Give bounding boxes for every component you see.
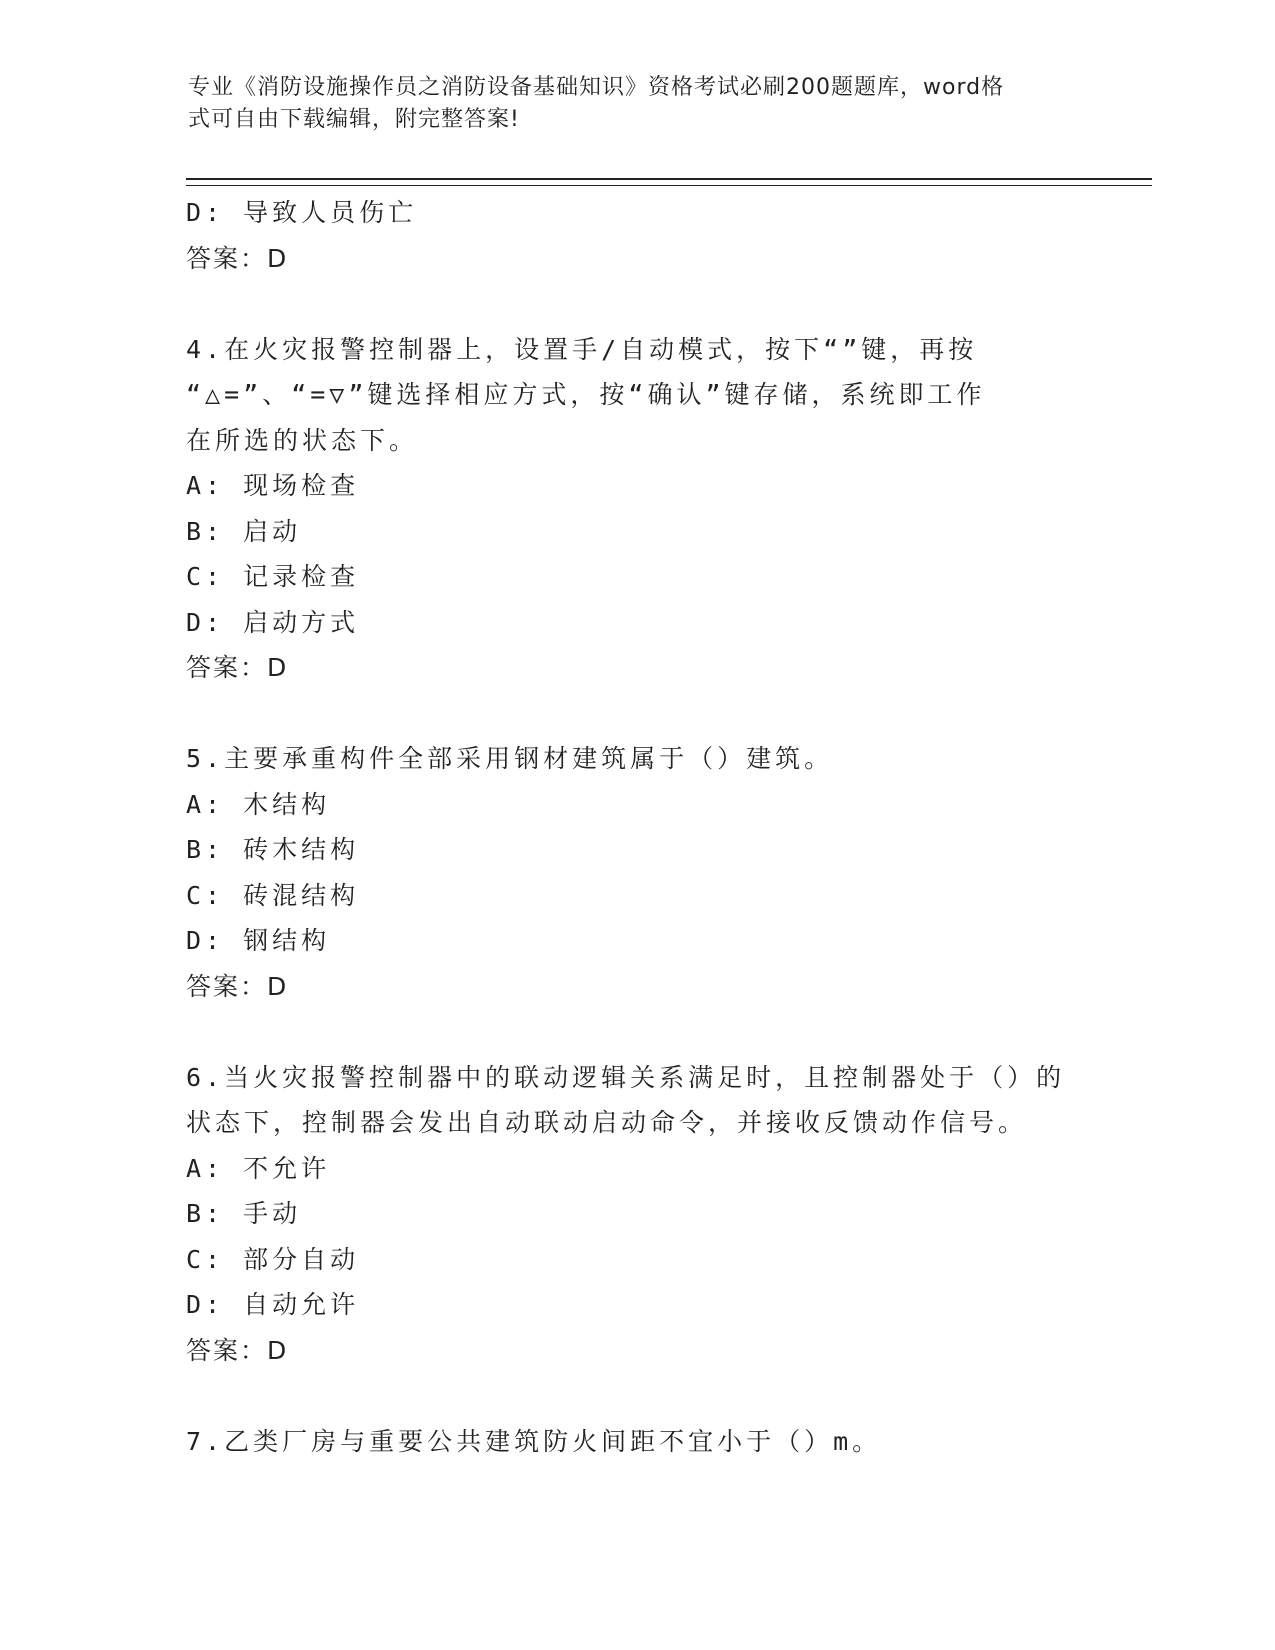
q4-text-line-1: 4.在火灾报警控制器上，设置手/自动模式，按下“”键，再按	[186, 334, 978, 364]
q6-option-d: D: 自动允许	[186, 1290, 360, 1319]
q4-text-line-2: “△=”、“=▽”键选择相应方式，按“确认”键存储，系统即工作	[186, 380, 986, 409]
q4-option-b: B: 启动	[186, 516, 302, 546]
q6-answer: 答案：D	[186, 1335, 289, 1365]
q6-option-a: A: 不允许	[186, 1153, 331, 1183]
spacer	[186, 1009, 1066, 1055]
q6-text-line-2: 状态下，控制器会发出自动联动启动命令，并接收反馈动作信号。	[186, 1108, 1028, 1137]
spacer	[186, 281, 1066, 327]
q4-answer: 答案：D	[186, 653, 289, 682]
q4-text-line-3: 在所选的状态下。	[186, 425, 419, 455]
q5-option-d: D: 钢结构	[186, 926, 331, 955]
q4-option-a: A: 现场检查	[186, 471, 360, 500]
header-line-2: 式可自由下载编辑，附完整答案!	[188, 107, 520, 132]
q5-option-a: A: 木结构	[186, 789, 331, 819]
q3-option-d: D: 导致人员伤亡	[186, 198, 418, 227]
q6-option-b: B: 手动	[186, 1199, 302, 1228]
question-content	[186, 190, 1066, 1464]
spacer	[186, 1373, 1066, 1419]
page-header	[188, 72, 1068, 136]
q3-answer: 答案：D	[186, 243, 289, 273]
q7-text-line-1: 7.乙类厂房与重要公共建筑防火间距不宜小于（）m。	[186, 1426, 882, 1456]
header-line-1: 专业《消防设施操作员之消防设备基础知识》资格考试必刷200题题库，word格	[188, 75, 1005, 100]
q4-option-c: C: 记录检查	[186, 562, 360, 591]
q5-option-c: C: 砖混结构	[186, 880, 360, 910]
header-divider	[186, 178, 1152, 186]
q5-answer: 答案：D	[186, 971, 289, 1001]
spacer	[186, 691, 1066, 737]
q5-text-line-1: 5.主要承重构件全部采用钢材建筑属于（）建筑。	[186, 744, 834, 773]
q5-option-b: B: 砖木结构	[186, 835, 360, 864]
q6-text-line-1: 6.当火灾报警控制器中的联动逻辑关系满足时，且控制器处于（）的	[186, 1062, 1066, 1092]
q6-option-c: C: 部分自动	[186, 1244, 360, 1274]
q4-option-d: D: 启动方式	[186, 607, 360, 637]
